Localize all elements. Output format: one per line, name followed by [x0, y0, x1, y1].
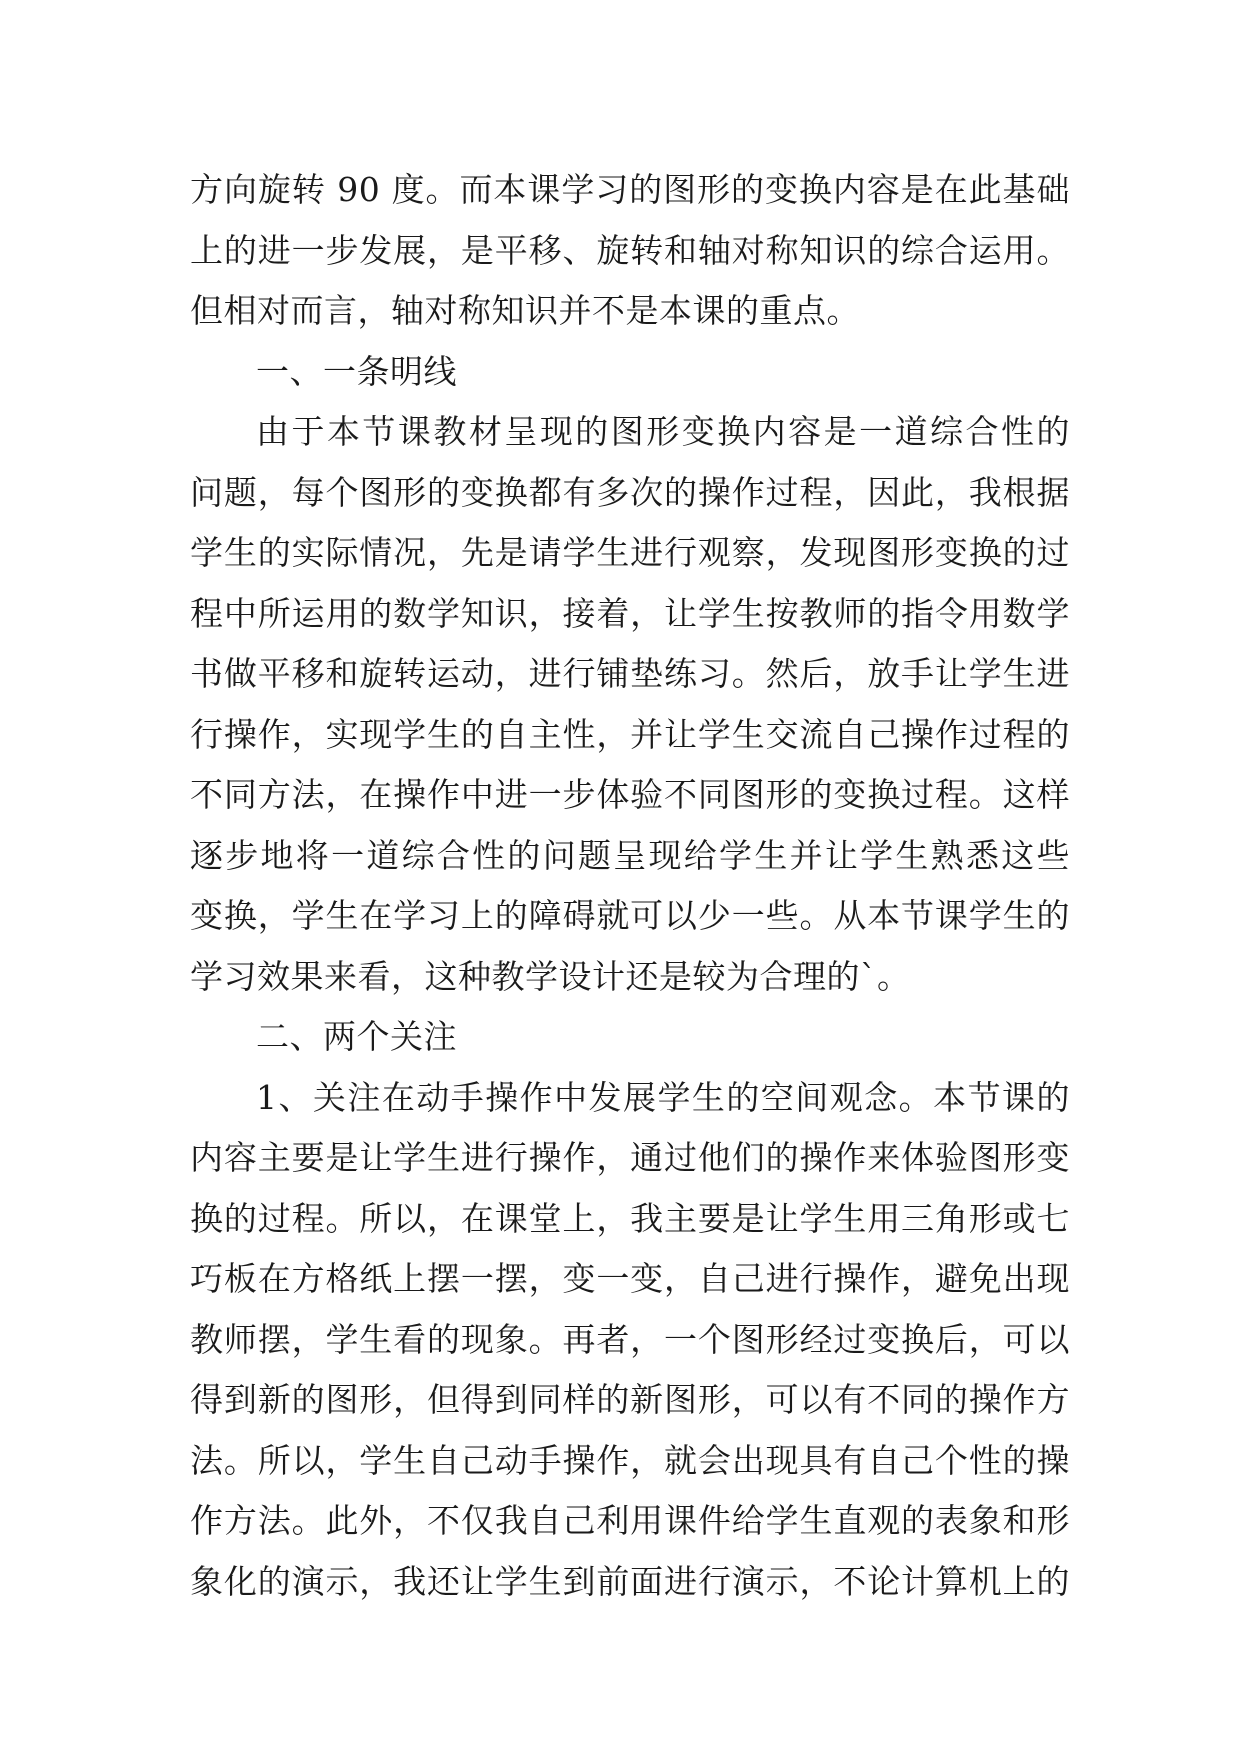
text-line: 方向旋转 90 度。而本课学习的图形的变换内容是在此基础 [190, 170, 1070, 209]
text-line: 法。所以，学生自己动手操作，就会出现具有自己个性的操 [190, 1440, 1070, 1480]
text-line: 问题，每个图形的变换都有多次的操作过程，因此，我根据 [190, 472, 1070, 512]
text-line: 程中所运用的数学知识，接着，让学生按教师的指令用数学 [190, 593, 1070, 633]
text-line: 1、关注在动手操作中发展学生的空间观念。本节课的 [256, 1077, 1070, 1117]
text-line: 巧板在方格纸上摆一摆，变一变，自己进行操作，避免出现 [190, 1259, 1070, 1298]
body-text [190, 160, 1070, 1612]
text-line: 换的过程。所以，在课堂上，我主要是让学生用三角形或七 [190, 1198, 1070, 1238]
text-line: 象化的演示，我还让学生到前面进行演示，不论计算机上的 [190, 1561, 1070, 1601]
text-line: 作方法。此外，不仅我自己利用课件给学生直观的表象和形 [190, 1501, 1070, 1540]
text-line: 得到新的图形，但得到同样的新图形，可以有不同的操作方 [190, 1380, 1070, 1419]
section-heading-2: 二、两个关注 [256, 1017, 457, 1056]
text-line: 学生的实际情况，先是请学生进行观察，发现图形变换的过 [190, 533, 1070, 572]
text-line: 书做平移和旋转运动，进行铺垫练习。然后，放手让学生进 [190, 654, 1070, 693]
text-line: 由于本节课教材呈现的图形变换内容是一道综合性的 [256, 412, 1070, 451]
text-line: 但相对而言，轴对称知识并不是本课的重点。 [190, 291, 860, 330]
text-line: 不同方法，在操作中进一步体验不同图形的变换过程。这样 [190, 775, 1070, 814]
text-line: 教师摆，学生看的现象。再者，一个图形经过变换后，可以 [190, 1319, 1070, 1359]
text-line: 上的进一步发展，是平移、旋转和轴对称知识的综合运用。 [190, 230, 1070, 270]
text-line: 内容主要是让学生进行操作，通过他们的操作来体验图形变 [190, 1138, 1070, 1177]
text-line: 学习效果来看，这种教学设计还是较为合理的`。 [190, 956, 911, 996]
text-line: 变换，学生在学习上的障碍就可以少一些。从本节课学生的 [190, 896, 1070, 935]
text-line: 行操作，实现学生的自主性，并让学生交流自己操作过程的 [190, 714, 1070, 754]
section-heading-1: 一、一条明线 [256, 351, 457, 391]
text-line: 逐步地将一道综合性的问题呈现给学生并让学生熟悉这些 [190, 835, 1070, 875]
